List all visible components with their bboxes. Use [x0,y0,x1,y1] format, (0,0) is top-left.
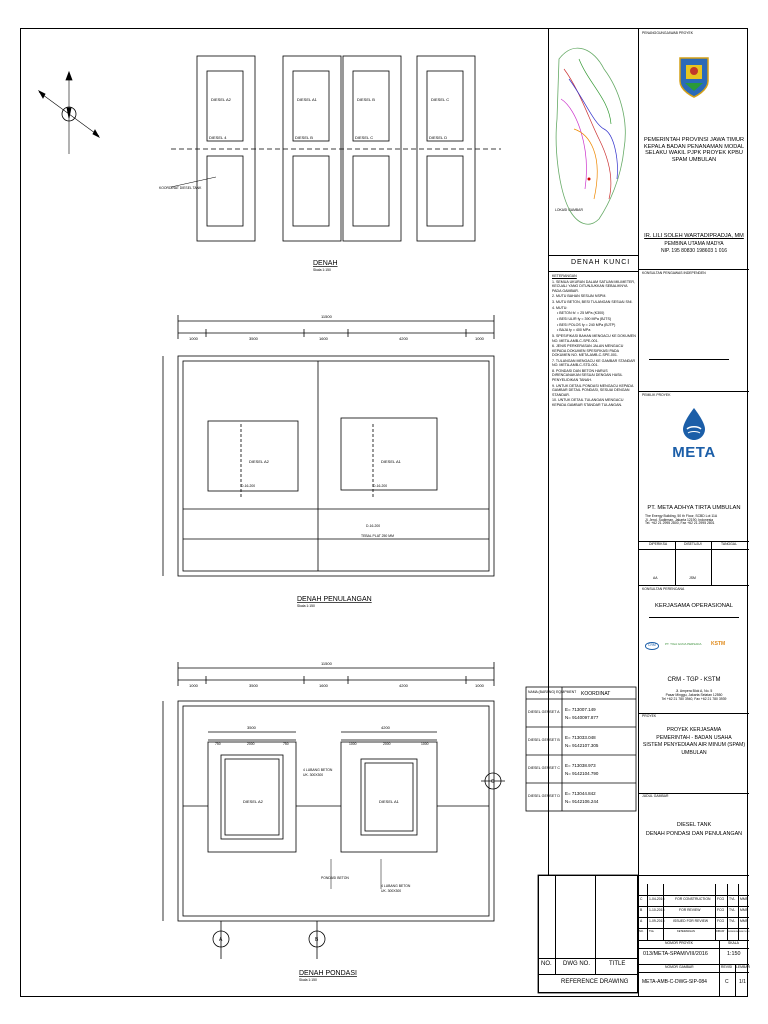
dwg-no-label: NOMOR GAMBAR [665,965,694,969]
denah-tank-label: DIESEL A1 [297,97,317,102]
key-plan-map-icon [549,29,637,254]
coord-header-koordinat: KOORDINAT [581,691,611,697]
denah-tank-label: DIESEL D [429,135,448,140]
sign-header: TANGGAL [721,542,737,546]
jv-address [642,689,746,701]
signer-nip: NIP. 195 80830 198603 1 016 [660,248,728,254]
pondasi-dim-total: 11500 [321,661,332,666]
rev-cell: TVL [729,919,736,923]
pondasi-dim: 4200 [381,725,390,730]
denah-tank-label: DIESEL B [357,97,375,102]
penulangan-dim: 1600 [319,336,328,341]
rev-header: DIBUAT [716,930,725,933]
penulangan-rebar-label: D-16-200 [366,524,381,528]
pondasi-dim: 1000 [349,742,357,746]
consultant-label: KONSULTAN PENGAWAS INDEPENDEN [642,271,706,275]
coord-row-name: DIESEL GENSET B [528,738,560,742]
coord-row-e: E= 713033.048 [565,735,596,740]
coord-row-name: DIESEL GENSET A [528,710,560,714]
penulangan-title: DENAH PENULANGAN [297,596,372,603]
rev-cell: 1-09-2015 [649,919,665,923]
coord-row-n: N= 9140097.877 [565,715,599,720]
company-address [645,515,745,526]
coord-row-n: N= 9142104.790 [565,771,599,776]
drawing-title [642,821,746,838]
drawing-label: JUDUL GAMBAR [642,794,669,798]
rev-cell: FCG [717,908,725,912]
denah-tank-label: DIESEL A2 [211,97,231,102]
pondasi-pile-note: 4 LUBANG BETON [381,884,411,888]
note-item: 7. TULANGAN MENGACU KE GAMBAR STANDAR NO. META-AMB-C-STD-001. [552,358,636,368]
company-addr-line: Tel. +62 21 2995 2800, Fax +62 21 2995 2801 [645,521,715,526]
rev-header: DIPERIKSA [728,931,739,933]
rev-cell: 1-10-2015 [649,908,665,912]
rev-cell: B [640,908,643,912]
coord-row-e: E= 713007.149 [565,707,596,712]
notes-block [552,274,636,408]
rev-header: DISETUJUI [739,931,750,933]
rev-cell: C [640,897,643,901]
proj-no-value: 013/META-SPAM/VIII/2016 [643,951,708,957]
pondasi-right-label: DIESEL A1 [379,799,399,804]
revision-table [639,884,749,940]
drawing-title-line: DENAH PONDASI DAN PENULANGAN [645,830,743,837]
meta-logo: META [672,444,716,461]
pondasi-scale: Skala 1:150 [299,978,317,982]
note-item: 4. MUTU: [552,305,568,310]
sign-value: JSM [689,576,696,580]
note-item: • BAJA fy = 400 MPa [557,328,591,333]
pondasi-dim: 750 [283,742,289,746]
owner-line: PEMERINTAH PROVINSI JAWA TIMUR [643,137,745,143]
owner-name [642,137,746,164]
rev-cell: FCG [717,919,725,923]
project-line: PEMERINTAH - BADAN USAHA [656,734,732,741]
signer-name: IR. LILI SOLEH WARTADIPRADJA, MM [644,233,744,239]
note-item: 3. MUTU BETON, BESI TULANGAN SESUAI SNI. [552,299,633,304]
section-mark-a: A [219,937,223,943]
drawing-sheet [20,28,748,997]
pondasi-dim: 1000 [475,683,484,688]
rev-cell: TVL [729,897,736,901]
rev-cell: FOR REVIEW [679,908,701,912]
drawing-title-line: DIESEL TANK [676,822,712,828]
rev-header: KETERANGAN [677,930,695,933]
jv-addr-line: Tel +62 21 780 3940, Fax +62 21 780 3939 [661,697,727,701]
rev-cell: 1-04-2016 [649,897,665,901]
coord-row-e: E= 713038.973 [565,763,596,768]
pondasi-dim: 1000 [421,742,429,746]
note-item: 2. MUTU BAHAN SESUAI NSPM. [552,294,607,299]
pondasi-title: DENAH PONDASI [299,970,357,977]
pondasi-pile-sub: UK. 300X300 [381,889,402,893]
ref-footer: REFERENCE DRAWING [561,979,629,985]
crm-logo: CRM [645,642,659,650]
rev-label: REVISI [721,965,733,969]
penulangan-note: TEBAL PLAT 250 MM [361,534,394,538]
rev-cell: MMS [740,919,748,923]
proponent-label: PEMILIK PROYEK [642,393,671,397]
note-item: 1. SEMUA UKURAN DALAM SATUAN MILIMETER, KECUALI YANG DITUNJUKKAN SEBALIKNYA PADA GAMBAR. [552,279,636,293]
penulangan-left-label: DIESEL A2 [249,459,269,464]
denah-tank-label: DIESEL B [295,135,313,140]
pondasi-dim: 4200 [399,683,408,688]
note-item: 10. UNTUK DETAIL TULANGAN MENGACU KEPADA GAMBAR STANDAR TULANGAN. [552,398,624,407]
dwg-no-value: META-AMB-C-DWG-SIP-084 [642,979,707,985]
coord-row-name: DIESEL GENSET C [528,766,560,770]
key-plan-title: DENAH KUNCI [571,259,631,266]
pondasi-left-label: DIESEL A2 [243,799,263,804]
north-arrow-icon [39,72,99,154]
note-item: • BESI ULIR fy = 390 MPa (BJTS) [557,317,612,321]
rev-value: C [725,979,729,985]
company-addr-line: The Energy Building, 50 th Floor, SCBD Lot 11A [645,514,718,518]
rev-header: TGL [649,930,655,933]
denah-tank-label: DIESEL C [431,97,450,102]
denah-tank-label: DIESEL 4 [209,135,227,140]
rev-cell: A [640,919,643,923]
denah-note: KOORDINAT DIESEL TANK [159,186,202,190]
pondasi-dim: 2000 [383,742,391,746]
denah-tank-label: DIESEL C [355,135,374,140]
rev-header: NO. [639,930,644,933]
coord-row-name: DIESEL GENSET D [528,794,560,798]
note-item: • BETON fc' = 25 MPa (K300) [557,311,605,316]
jv-addr-line: Pasar Minggu, Jakarta Selatan 12550 [665,693,723,697]
rev-cell: TVL [729,908,736,912]
penulangan-dim-total: 11500 [321,314,332,319]
proj-no-label: NOMOR PROYEK [665,941,694,945]
sign-value: AA [653,576,658,580]
rev-cell: FOR CONSTRUCTION [675,897,711,901]
coord-header-name: NAMA (BARANG) EQUIPMENT [528,690,577,694]
penulangan-scale: Skala 1:150 [297,604,315,608]
penulangan-dim: 1000 [475,336,484,341]
coord-row-e: E= 713044.842 [565,791,596,796]
sheet-value: 1/1 [739,979,746,985]
project-line: PROYEK KERJASAMA [666,727,722,733]
pondasi-dim: 3500 [249,683,258,688]
company-name: PT. META ADHYA TIRTA UMBULAN [647,505,741,511]
section-mark-c: C [491,779,495,785]
reference-drawing-table [538,875,638,993]
ref-col-dwg: DWG NO. [563,961,590,967]
pondasi-pile-note: 4 LUBANG BETON [303,768,333,772]
pondasi-foundation-note: PONDASI BETON [321,876,349,880]
ref-col-title: TITLE [609,961,626,967]
rev-cell: MMS [740,908,748,912]
key-plan-note: LOKASI GAMBAR [555,208,583,212]
pondasi-dim: 1600 [319,683,328,688]
scale-value: 1:150 [727,951,741,957]
kstm-logo: KSTM [711,641,726,647]
project-line: SISTEM PENYEDIAAN AIR MINUM (SPAM) [642,742,746,749]
denah-scale: Skala 1:150 [313,268,331,272]
owner-line: SELAKU WAKIL PJPK PROYEK KPBU [645,150,743,157]
pondasi-pile-sub: UK. 300X300 [303,773,324,777]
contractor-logos [645,639,745,653]
owner-label: PENANGGUNGJAWAB PROYEK [642,31,693,35]
rev-cell: MMS [740,897,748,901]
note-item: 9. UNTUK DETAIL PONDASI MENGACU KEPADA GAMBAR DETAIL PONDASI, SESUAI DENGAN STANDAR. [552,383,634,397]
company-addr-line: Jl. Jend. Sudirman, Jakarta 12190, Indonesia [645,517,714,522]
penulangan-dim: 4200 [399,336,408,341]
note-item: 5. SPESIFIKASI BAHAN MENGACU KE DOKUMEN NO. META-AMB-C-SPE-001. [552,334,636,343]
project-name [642,727,746,757]
pondasi-dim: 750 [215,742,221,746]
coord-row-n: N= 9142106.244 [565,799,599,804]
jatim-crest-icon [677,55,711,99]
penulangan-rebar-label: D-16-200 [373,484,388,488]
penulangan-rebar-label: D-16-200 [241,484,256,488]
penulangan-right-label: DIESEL A1 [381,459,401,464]
note-item: 6. JENIS PERKERASAN JALAN MENGACU KEPADA DOKUMEN SPESIFIKASI PADA DOKUMEN NO. META-AMB-C-SPE-001. [552,344,624,358]
penulangan-plan [163,315,494,576]
penulangan-dim: 1000 [189,336,198,341]
sheet-label: LEMBAR [736,965,750,969]
signer-title: PEMBINA UTAMA MADYA [664,241,724,247]
scale-label: SKALA [728,941,739,945]
rev-cell: FCG [717,897,725,901]
pondasi-dim: 3500 [247,725,256,730]
pondasi-dim: 1000 [189,683,198,688]
contractor-name: KERJASAMA OPERASIONAL [655,603,733,609]
sign-header: DISETUJUI [684,542,702,546]
rev-cell: ISSUED FOR REVIEW [673,919,709,923]
owner-line: SPAM UMBULAN [671,157,717,164]
jv-addr-line: Jl. Ampera Blok A, No. 5 [675,689,713,693]
ref-col-no: NO. [541,961,552,967]
title-block [638,29,748,996]
pondasi-dim: 2000 [247,742,255,746]
sign-header: DIPERIKSA [649,542,668,546]
tgp-logo: PT. TIGA GUNA PERSADA [665,642,702,646]
coord-row-n: N= 9142107.305 [565,743,599,748]
note-item: 8. PONDASI DAN BETON HARUS DIRENCANAKAN SESUAI DENGAN HASIL PENYELIDIKAN TANAH. [552,368,623,382]
owner-line: KEPALA BADAN PENANAMAN MODAL [643,143,745,150]
denah-title: DENAH [313,260,338,267]
notes-heading: KETERANGAN [552,274,577,278]
jv-name: CRM - TGP - KSTM [667,677,721,683]
contractor-label: KONSULTAN PERENCANA [642,587,685,591]
meta-drop-icon [681,407,707,441]
project-line: UMBULAN [681,749,707,756]
project-label: PROYEK [642,714,657,718]
section-mark-b: B [315,937,319,943]
key-plan-column [548,29,638,875]
note-item: • BESI POLOS fy = 240 MPa (BJTP) [557,322,616,327]
penulangan-dim: 3500 [249,336,258,341]
denah-plan [171,56,501,241]
pondasi-plan [163,662,505,959]
